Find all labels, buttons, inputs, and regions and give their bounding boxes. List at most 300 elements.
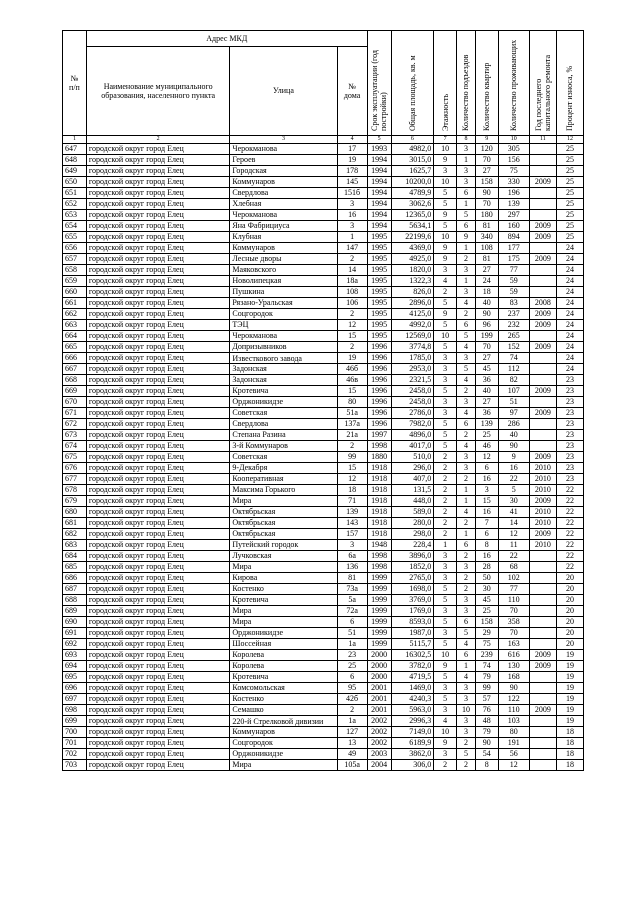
cell-row-number: 689 <box>63 606 87 617</box>
table-row <box>63 144 584 155</box>
cell-total-area: 4896,0 <box>391 430 434 441</box>
cell-apartments: 48 <box>475 716 498 727</box>
cell-residents: 112 <box>498 364 529 375</box>
cell-wear-percent: 23 <box>556 430 583 441</box>
cell-street: Новолипецкая <box>230 276 337 287</box>
cell-build-year: 2002 <box>367 727 391 738</box>
cell-residents: 77 <box>498 584 529 595</box>
cell-residents: 358 <box>498 617 529 628</box>
cell-house-number: 71 <box>337 496 367 507</box>
table-row <box>63 177 584 188</box>
header-street: Улица <box>230 47 337 136</box>
cell-total-area: 5115,7 <box>391 639 434 650</box>
cell-repair-year <box>529 628 556 639</box>
cell-residents: 12 <box>498 760 529 771</box>
cell-wear-percent: 24 <box>556 243 583 254</box>
cell-total-area: 280,0 <box>391 518 434 529</box>
cell-entrances: 4 <box>457 298 476 309</box>
cell-wear-percent: 22 <box>556 529 583 540</box>
cell-build-year: 1995 <box>367 320 391 331</box>
cell-repair-year <box>529 375 556 386</box>
cell-municipality: городской округ город Елец <box>86 485 230 496</box>
cell-floors: 3 <box>434 353 457 364</box>
cell-wear-percent: 19 <box>556 683 583 694</box>
cell-repair-year <box>529 199 556 210</box>
cell-wear-percent: 20 <box>556 628 583 639</box>
cell-street: Костенко <box>230 584 337 595</box>
cell-build-year: 2001 <box>367 683 391 694</box>
cell-entrances: 2 <box>457 738 476 749</box>
cell-floors: 5 <box>434 188 457 199</box>
cell-residents: 156 <box>498 155 529 166</box>
cell-entrances: 6 <box>457 320 476 331</box>
cell-floors: 5 <box>434 221 457 232</box>
cell-apartments: 180 <box>475 210 498 221</box>
cell-house-number: 25 <box>337 661 367 672</box>
cell-residents: 237 <box>498 309 529 320</box>
cell-municipality: городской округ город Елец <box>86 452 230 463</box>
cell-street: Рязано-Уральская <box>230 298 337 309</box>
cell-apartments: 81 <box>475 221 498 232</box>
cell-build-year: 1995 <box>367 298 391 309</box>
cell-house-number: 105а <box>337 760 367 771</box>
cell-house-number: 15 <box>337 386 367 397</box>
cell-repair-year <box>529 243 556 254</box>
cell-repair-year <box>529 551 556 562</box>
cell-street: Советская <box>230 452 337 463</box>
cell-house-number: 1а <box>337 716 367 727</box>
cell-row-number: 693 <box>63 650 87 661</box>
cell-total-area: 3015,0 <box>391 155 434 166</box>
cell-total-area: 2765,0 <box>391 573 434 584</box>
cell-municipality: городской округ город Елец <box>86 342 230 353</box>
cell-row-number: 668 <box>63 375 87 386</box>
cell-wear-percent: 18 <box>556 727 583 738</box>
cell-apartments: 79 <box>475 672 498 683</box>
cell-residents: 51 <box>498 397 529 408</box>
cell-build-year: 1918 <box>367 474 391 485</box>
cell-repair-year <box>529 287 556 298</box>
cell-total-area: 22199,6 <box>391 232 434 243</box>
cell-residents: 330 <box>498 177 529 188</box>
table-row <box>63 496 584 507</box>
cell-build-year: 2003 <box>367 749 391 760</box>
cell-wear-percent: 19 <box>556 694 583 705</box>
cell-entrances: 5 <box>457 364 476 375</box>
cell-build-year: 1999 <box>367 595 391 606</box>
cell-row-number: 666 <box>63 353 87 364</box>
cell-house-number: 136 <box>337 562 367 573</box>
cell-street: Комсомольская <box>230 683 337 694</box>
table-row <box>63 430 584 441</box>
cell-house-number: 2 <box>337 309 367 320</box>
column-number-cell: 4 <box>337 136 367 144</box>
cell-floors: 2 <box>434 287 457 298</box>
cell-floors: 5 <box>434 595 457 606</box>
cell-total-area: 2786,0 <box>391 408 434 419</box>
cell-build-year: 1996 <box>367 419 391 430</box>
cell-street: Орджоникидзе <box>230 628 337 639</box>
cell-row-number: 667 <box>63 364 87 375</box>
cell-residents: 152 <box>498 342 529 353</box>
cell-apartments: 46 <box>475 441 498 452</box>
cell-floors: 5 <box>434 342 457 353</box>
cell-apartments: 79 <box>475 727 498 738</box>
cell-build-year: 1918 <box>367 518 391 529</box>
cell-municipality: городской округ город Елец <box>86 716 230 727</box>
cell-residents: 168 <box>498 672 529 683</box>
header-municipality: Наименование муниципального образования, населенного пункта <box>86 47 230 136</box>
cell-build-year: 2001 <box>367 705 391 716</box>
cell-repair-year <box>529 562 556 573</box>
cell-floors: 5 <box>434 298 457 309</box>
cell-build-year: 1998 <box>367 551 391 562</box>
cell-repair-year: 2010 <box>529 463 556 474</box>
cell-street: Степана Разина <box>230 430 337 441</box>
table-row <box>63 617 584 628</box>
cell-house-number: 42б <box>337 694 367 705</box>
table-row <box>63 650 584 661</box>
cell-repair-year <box>529 430 556 441</box>
cell-house-number: 143 <box>337 518 367 529</box>
cell-floors: 3 <box>434 628 457 639</box>
cell-municipality: городской округ город Елец <box>86 727 230 738</box>
cell-apartments: 25 <box>475 430 498 441</box>
cell-entrances: 1 <box>457 276 476 287</box>
cell-floors: 10 <box>434 331 457 342</box>
cell-wear-percent: 23 <box>556 474 583 485</box>
cell-apartments: 29 <box>475 628 498 639</box>
cell-entrances: 2 <box>457 430 476 441</box>
cell-house-number: 21а <box>337 430 367 441</box>
cell-build-year: 1999 <box>367 584 391 595</box>
cell-house-number: 13 <box>337 738 367 749</box>
housing-table-container <box>62 30 584 771</box>
cell-house-number: 17 <box>337 144 367 155</box>
cell-wear-percent: 19 <box>556 705 583 716</box>
cell-residents: 191 <box>498 738 529 749</box>
cell-wear-percent: 22 <box>556 496 583 507</box>
cell-residents: 196 <box>498 188 529 199</box>
cell-street: Коммунаров <box>230 727 337 738</box>
cell-house-number: 147 <box>337 243 367 254</box>
table-row <box>63 419 584 430</box>
cell-entrances: 3 <box>457 606 476 617</box>
cell-floors: 9 <box>434 661 457 672</box>
cell-row-number: 653 <box>63 210 87 221</box>
cell-total-area: 7982,0 <box>391 419 434 430</box>
cell-municipality: городской округ город Елец <box>86 595 230 606</box>
cell-street: Лучковская <box>230 551 337 562</box>
cell-total-area: 4240,3 <box>391 694 434 705</box>
cell-row-number: 681 <box>63 518 87 529</box>
cell-build-year: 1999 <box>367 573 391 584</box>
column-number-cell: 1 <box>63 136 87 144</box>
cell-entrances: 10 <box>457 705 476 716</box>
cell-house-number: 14 <box>337 265 367 276</box>
cell-residents: 40 <box>498 430 529 441</box>
cell-street: Кротевича <box>230 386 337 397</box>
cell-total-area: 1987,0 <box>391 628 434 639</box>
cell-wear-percent: 22 <box>556 518 583 529</box>
cell-wear-percent: 23 <box>556 375 583 386</box>
cell-street: Черокманова <box>230 210 337 221</box>
cell-street: Советская <box>230 408 337 419</box>
cell-wear-percent: 22 <box>556 485 583 496</box>
cell-entrances: 3 <box>457 727 476 738</box>
cell-wear-percent: 24 <box>556 342 583 353</box>
cell-house-number: 99 <box>337 452 367 463</box>
cell-apartments: 27 <box>475 353 498 364</box>
header-residents: Количество проживающих <box>498 31 529 136</box>
cell-apartments: 120 <box>475 144 498 155</box>
cell-street: Мира <box>230 606 337 617</box>
cell-build-year: 1995 <box>367 243 391 254</box>
cell-total-area: 1852,0 <box>391 562 434 573</box>
cell-row-number: 685 <box>63 562 87 573</box>
cell-apartments: 16 <box>475 474 498 485</box>
cell-street: Соцгородок <box>230 309 337 320</box>
cell-entrances: 3 <box>457 166 476 177</box>
cell-municipality: городской округ город Елец <box>86 562 230 573</box>
cell-apartments: 139 <box>475 419 498 430</box>
cell-entrances: 3 <box>457 463 476 474</box>
cell-municipality: городской округ город Елец <box>86 551 230 562</box>
cell-house-number: 157 <box>337 529 367 540</box>
cell-repair-year <box>529 419 556 430</box>
cell-total-area: 8593,0 <box>391 617 434 628</box>
cell-entrances: 6 <box>457 188 476 199</box>
table-row <box>63 397 584 408</box>
cell-apartments: 25 <box>475 606 498 617</box>
cell-entrances: 5 <box>457 210 476 221</box>
cell-build-year: 1918 <box>367 485 391 496</box>
table-row <box>63 320 584 331</box>
cell-row-number: 651 <box>63 188 87 199</box>
cell-house-number: 46б <box>337 364 367 375</box>
cell-entrances: 5 <box>457 331 476 342</box>
cell-build-year: 1998 <box>367 562 391 573</box>
cell-wear-percent: 20 <box>556 595 583 606</box>
cell-street: ТЭЦ <box>230 320 337 331</box>
cell-total-area: 6189,9 <box>391 738 434 749</box>
table-row <box>63 760 584 771</box>
cell-entrances: 4 <box>457 375 476 386</box>
cell-floors: 2 <box>434 760 457 771</box>
cell-row-number: 691 <box>63 628 87 639</box>
cell-build-year: 1880 <box>367 452 391 463</box>
cell-wear-percent: 24 <box>556 254 583 265</box>
cell-municipality: городской округ город Елец <box>86 375 230 386</box>
cell-repair-year <box>529 639 556 650</box>
cell-row-number: 649 <box>63 166 87 177</box>
cell-floors: 5 <box>434 584 457 595</box>
cell-entrances: 2 <box>457 254 476 265</box>
cell-wear-percent: 24 <box>556 298 583 309</box>
cell-house-number: 6а <box>337 551 367 562</box>
column-number-cell: 9 <box>475 136 498 144</box>
cell-total-area: 3862,0 <box>391 749 434 760</box>
cell-street: Свердлова <box>230 188 337 199</box>
cell-repair-year: 2009 <box>529 496 556 507</box>
cell-build-year: 1994 <box>367 155 391 166</box>
cell-apartments: 70 <box>475 155 498 166</box>
cell-floors: 5 <box>434 386 457 397</box>
column-number-cell: 3 <box>230 136 337 144</box>
cell-row-number: 662 <box>63 309 87 320</box>
cell-repair-year <box>529 331 556 342</box>
table-row <box>63 485 584 496</box>
cell-wear-percent: 24 <box>556 265 583 276</box>
column-number-cell: 8 <box>457 136 476 144</box>
cell-entrances: 3 <box>457 683 476 694</box>
cell-residents: 90 <box>498 683 529 694</box>
cell-wear-percent: 24 <box>556 320 583 331</box>
table-row <box>63 386 584 397</box>
table-row <box>63 573 584 584</box>
cell-row-number: 688 <box>63 595 87 606</box>
cell-apartments: 40 <box>475 298 498 309</box>
cell-repair-year <box>529 584 556 595</box>
cell-house-number: 1 <box>337 232 367 243</box>
cell-row-number: 659 <box>63 276 87 287</box>
table-row <box>63 628 584 639</box>
cell-residents: 305 <box>498 144 529 155</box>
cell-build-year: 1995 <box>367 287 391 298</box>
table-row <box>63 727 584 738</box>
cell-house-number: 1а <box>337 639 367 650</box>
cell-entrances: 4 <box>457 507 476 518</box>
table-row <box>63 672 584 683</box>
cell-row-number: 677 <box>63 474 87 485</box>
cell-residents: 103 <box>498 716 529 727</box>
cell-row-number: 687 <box>63 584 87 595</box>
cell-entrances: 2 <box>457 474 476 485</box>
table-row <box>63 353 584 364</box>
cell-build-year: 1996 <box>367 364 391 375</box>
cell-floors: 5 <box>434 639 457 650</box>
cell-floors: 2 <box>434 452 457 463</box>
table-row <box>63 463 584 474</box>
header-house-number: № дома <box>337 47 367 136</box>
cell-house-number: 145 <box>337 177 367 188</box>
cell-build-year: 1994 <box>367 221 391 232</box>
cell-row-number: 673 <box>63 430 87 441</box>
cell-entrances: 1 <box>457 243 476 254</box>
cell-row-number: 696 <box>63 683 87 694</box>
column-number-cell: 6 <box>391 136 434 144</box>
cell-apartments: 57 <box>475 694 498 705</box>
cell-street: Мира <box>230 617 337 628</box>
cell-street: Орджоникидзе <box>230 749 337 760</box>
cell-municipality: городской округ город Елец <box>86 738 230 749</box>
cell-floors: 5 <box>434 430 457 441</box>
cell-residents: 90 <box>498 441 529 452</box>
cell-apartments: 45 <box>475 595 498 606</box>
table-row <box>63 584 584 595</box>
cell-apartments: 16 <box>475 551 498 562</box>
cell-residents: 297 <box>498 210 529 221</box>
cell-repair-year <box>529 397 556 408</box>
cell-row-number: 676 <box>63 463 87 474</box>
cell-apartments: 27 <box>475 397 498 408</box>
cell-municipality: городской округ город Елец <box>86 529 230 540</box>
cell-municipality: городской округ город Елец <box>86 199 230 210</box>
cell-repair-year <box>529 727 556 738</box>
cell-entrances: 3 <box>457 287 476 298</box>
cell-street: Кротевича <box>230 595 337 606</box>
cell-wear-percent: 22 <box>556 540 583 551</box>
cell-wear-percent: 23 <box>556 463 583 474</box>
cell-wear-percent: 25 <box>556 155 583 166</box>
cell-street: Свердлова <box>230 419 337 430</box>
cell-residents: 232 <box>498 320 529 331</box>
cell-row-number: 698 <box>63 705 87 716</box>
cell-repair-year <box>529 683 556 694</box>
cell-total-area: 4369,0 <box>391 243 434 254</box>
cell-house-number: 18а <box>337 276 367 287</box>
cell-floors: 5 <box>434 441 457 452</box>
cell-house-number: 3 <box>337 199 367 210</box>
cell-build-year: 1994 <box>367 166 391 177</box>
cell-street: Кооперативная <box>230 474 337 485</box>
cell-row-number: 674 <box>63 441 87 452</box>
cell-repair-year <box>529 364 556 375</box>
cell-municipality: городской округ город Елец <box>86 254 230 265</box>
cell-municipality: городской округ город Елец <box>86 606 230 617</box>
cell-floors: 3 <box>434 749 457 760</box>
cell-municipality: городской округ город Елец <box>86 507 230 518</box>
cell-municipality: городской округ город Елец <box>86 188 230 199</box>
cell-residents: 12 <box>498 529 529 540</box>
cell-residents: 22 <box>498 474 529 485</box>
cell-repair-year <box>529 188 556 199</box>
cell-wear-percent: 20 <box>556 584 583 595</box>
cell-entrances: 6 <box>457 540 476 551</box>
cell-apartments: 70 <box>475 199 498 210</box>
cell-residents: 83 <box>498 298 529 309</box>
cell-municipality: городской округ город Елец <box>86 705 230 716</box>
cell-house-number: 3 <box>337 221 367 232</box>
cell-build-year: 2000 <box>367 650 391 661</box>
cell-municipality: городской округ город Елец <box>86 287 230 298</box>
cell-row-number: 684 <box>63 551 87 562</box>
table-row <box>63 716 584 727</box>
cell-apartments: 15 <box>475 496 498 507</box>
cell-row-number: 650 <box>63 177 87 188</box>
cell-street: Шоссейная <box>230 639 337 650</box>
cell-wear-percent: 25 <box>556 144 583 155</box>
cell-residents: 175 <box>498 254 529 265</box>
cell-total-area: 4925,0 <box>391 254 434 265</box>
cell-repair-year: 2010 <box>529 485 556 496</box>
cell-house-number: 127 <box>337 727 367 738</box>
cell-apartments: 158 <box>475 177 498 188</box>
cell-build-year: 2000 <box>367 672 391 683</box>
cell-repair-year: 2009 <box>529 650 556 661</box>
cell-municipality: городской округ город Елец <box>86 749 230 760</box>
cell-street: Маяковского <box>230 265 337 276</box>
cell-row-number: 678 <box>63 485 87 496</box>
cell-floors: 3 <box>434 408 457 419</box>
cell-floors: 10 <box>434 232 457 243</box>
cell-repair-year: 2010 <box>529 518 556 529</box>
header-floors: Этажность <box>434 31 457 136</box>
cell-street: 3-й Коммунаров <box>230 441 337 452</box>
cell-entrances: 2 <box>457 760 476 771</box>
cell-total-area: 4982,0 <box>391 144 434 155</box>
cell-street: Костенко <box>230 694 337 705</box>
